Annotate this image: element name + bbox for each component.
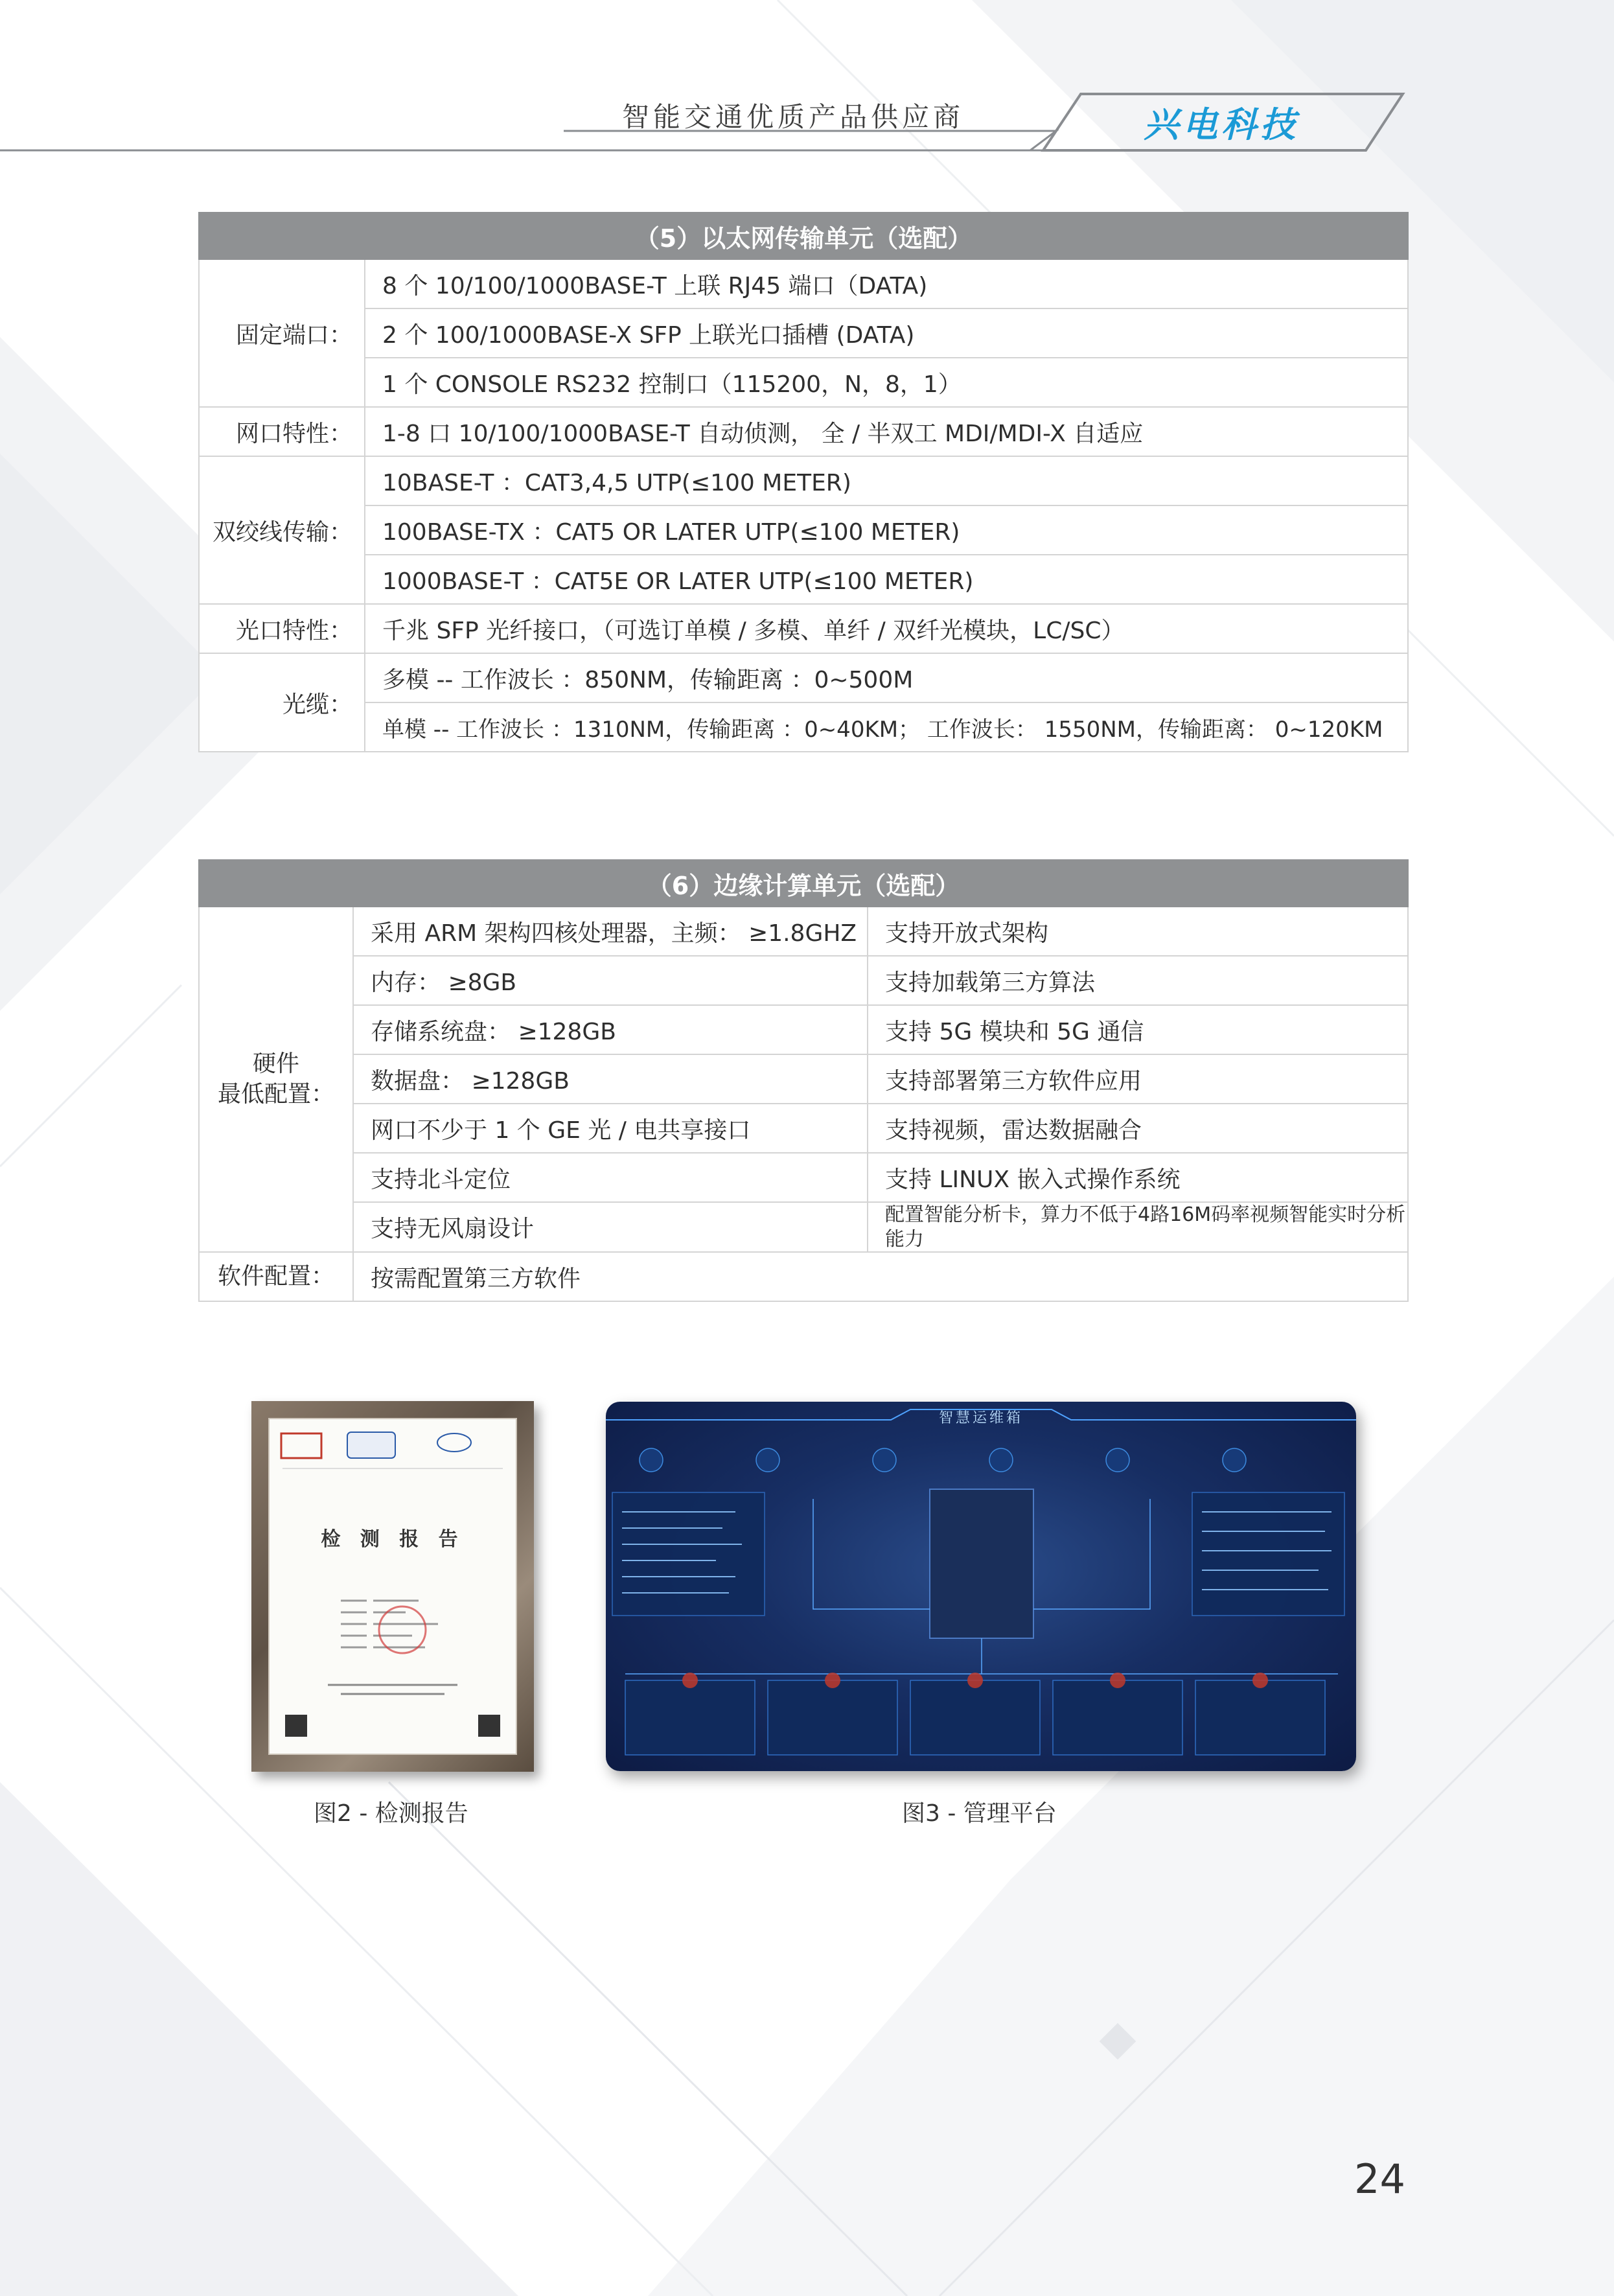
table-cell: 支持视频，雷达数据融合 xyxy=(868,1104,1408,1153)
table-cell: 支持 5G 模块和 5G 通信 xyxy=(868,1005,1408,1054)
ethernet-unit-table xyxy=(198,212,1409,752)
table-cell: 千兆 SFP 光纤接口，（可选订单模 / 多模、单纤 / 双纤光模块，LC/SC） xyxy=(365,604,1408,653)
row-label-line: 最低配置： xyxy=(217,1080,334,1107)
table-cell: 支持无风扇设计 xyxy=(353,1202,868,1252)
table-title: （6）边缘计算单元（选配） xyxy=(199,860,1408,907)
platform-graphics xyxy=(606,1402,1356,1771)
row-label: 光缆： xyxy=(199,653,365,752)
row-label: 光口特性： xyxy=(199,604,365,653)
table-cell: 存储系统盘： ≥128GB xyxy=(353,1005,868,1054)
table-cell: 支持开放式架构 xyxy=(868,907,1408,956)
row-label-hardware xyxy=(199,907,353,1252)
row-label: 双绞线传输： xyxy=(199,456,365,604)
table-cell: 内存： ≥8GB xyxy=(353,956,868,1005)
figure-3-caption: 图3 - 管理平台 xyxy=(902,1800,1057,1827)
table-cell: 网口不少于 1 个 GE 光 / 电共享接口 xyxy=(353,1104,868,1153)
report-title: 检 测 报 告 xyxy=(321,1528,465,1551)
brand-logo-text: 兴电科技 xyxy=(1144,104,1299,145)
table-cell: 支持 LINUX 嵌入式操作系统 xyxy=(868,1153,1408,1202)
table-cell: 采用 ARM 架构四核处理器，主频： ≥1.8GHZ xyxy=(353,907,868,956)
test-report-certificate-image xyxy=(251,1401,534,1772)
table-cell: 支持部署第三方软件应用 xyxy=(868,1054,1408,1104)
table-cell: 按需配置第三方软件 xyxy=(353,1252,1408,1301)
table-cell: 配置智能分析卡，算力不低于4路16M码率视频智能实时分析能力 xyxy=(868,1202,1408,1252)
row-label-line: 硬件 xyxy=(252,1050,299,1077)
table-cell: 100BASE-TX ：CAT5 OR LATER UTP(≤100 METER) xyxy=(365,505,1408,555)
row-label-software: 软件配置： xyxy=(199,1252,353,1301)
table-cell: 1-8 口 10/100/1000BASE-T 自动侦测， 全 / 半双工 MDI/MDI-X 自适应 xyxy=(365,407,1408,456)
table-cell: 多模 -- 工作波长 ：850NM，传输距离 ：0~500M xyxy=(365,653,1408,702)
figure-2-caption: 图2 - 检测报告 xyxy=(314,1800,468,1827)
page-header xyxy=(0,0,1614,168)
header-lines xyxy=(0,0,1614,168)
row-label: 固定端口： xyxy=(199,259,365,407)
row-label: 网口特性： xyxy=(199,407,365,456)
table-cell: 8 个 10/100/1000BASE-T 上联 RJ45 端口（DATA) xyxy=(365,259,1408,308)
table-cell: 支持加载第三方算法 xyxy=(868,956,1408,1005)
management-platform-image xyxy=(606,1402,1356,1771)
table-cell: 支持北斗定位 xyxy=(353,1153,868,1202)
page-number: 24 xyxy=(1354,2155,1405,2203)
platform-title: 智慧运维箱 xyxy=(938,1410,1023,1426)
header-tagline: 智能交通优质产品供应商 xyxy=(622,101,965,133)
table-title: （5）以太网传输单元（选配） xyxy=(199,213,1408,259)
certificate-graphics xyxy=(270,1419,516,1754)
table-cell: 2 个 100/1000BASE-X SFP 上联光口插槽 (DATA) xyxy=(365,308,1408,358)
table-cell: 10BASE-T ：CAT3,4,5 UTP(≤100 METER) xyxy=(365,456,1408,505)
table-cell: 数据盘： ≥128GB xyxy=(353,1054,868,1104)
table-cell: 单模 -- 工作波长 ：1310NM，传输距离 ：0~40KM； 工作波长： 1550NM，传输距离： 0~120KM xyxy=(365,702,1408,752)
table-cell: 1000BASE-T ：CAT5E OR LATER UTP(≤100 METER) xyxy=(365,555,1408,604)
table-cell: 1 个 CONSOLE RS232 控制口（115200，N，8，1） xyxy=(365,358,1408,407)
certificate-paper xyxy=(268,1418,517,1755)
edge-compute-unit-table xyxy=(198,859,1409,1302)
